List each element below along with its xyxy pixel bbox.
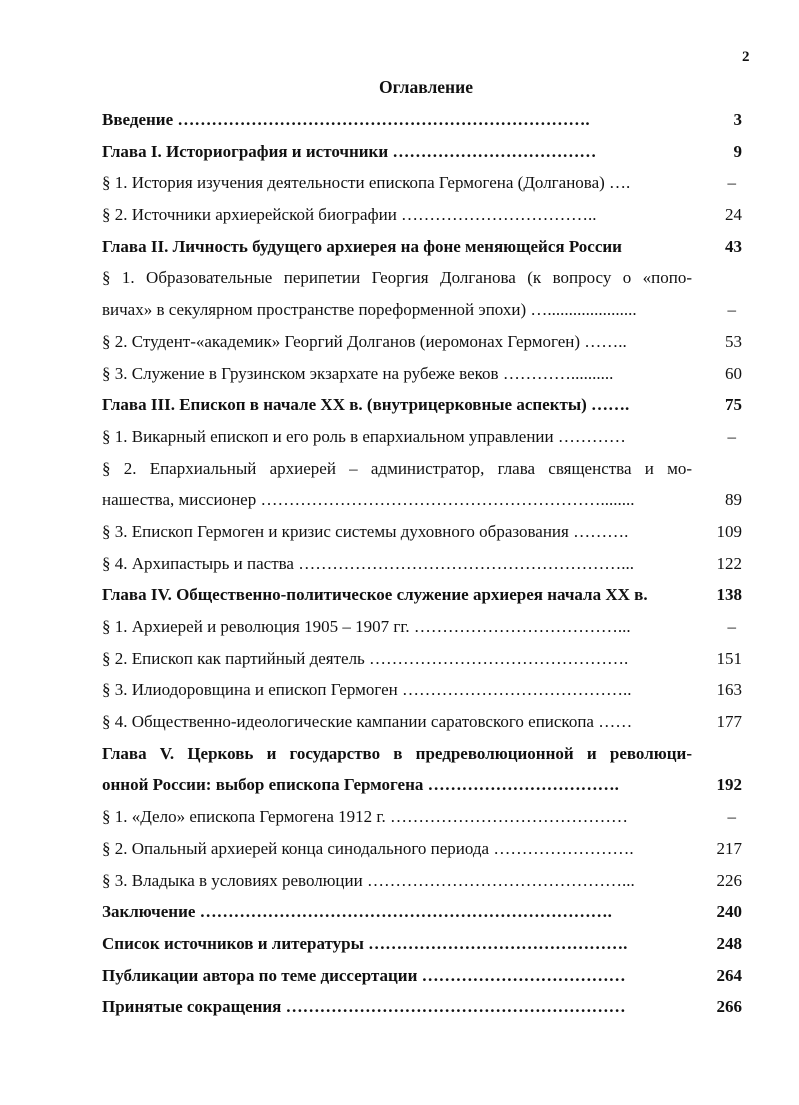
toc-entry-page: 53 [725, 331, 742, 351]
toc-entry-page: 264 [716, 965, 742, 985]
toc-entry-title: § 2. Студент-«академик» Георгий Долганов (иеромонах Гермоген) …….. [102, 331, 627, 351]
toc-entry-page: 163 [716, 680, 742, 700]
toc-entry-title: Глава IV. Общественно-политическое служение архиерея начала ХХ в. [102, 585, 648, 605]
toc-entry-page: – [727, 300, 736, 320]
toc-entry-title: § 1. Архиерей и революция 1905 – 1907 гг. ………………………………... [102, 617, 631, 636]
toc-entry-page: 177 [716, 712, 742, 732]
toc-entry [102, 706, 742, 738]
toc-entry-title: § 1. «Дело» епископа Гермогена 1912 г. …………………………………… [102, 807, 628, 827]
toc-entry [102, 326, 742, 358]
toc-entry-title: § 2. Источники архиерейской биографии …………………………….. [102, 205, 597, 225]
toc-entry-page: – [727, 617, 736, 636]
toc-entry-title: § 4. Архипастырь и паства …………………………………………………... [102, 553, 634, 573]
toc-entry-page: 89 [725, 490, 742, 510]
toc-entry-title: § 3. Владыка в условиях революции ………………………………………... [102, 870, 635, 890]
toc-entry [102, 104, 742, 136]
toc-entry [102, 294, 742, 326]
toc-entry [102, 928, 742, 960]
page-number: 2 [742, 49, 750, 65]
toc-entry [102, 643, 742, 675]
toc-entry-title: § 1. История изучения деятельности епископа Гермогена (Долганова) …. [102, 173, 631, 193]
toc-entry [102, 991, 742, 1023]
toc-entry [102, 453, 742, 485]
toc-entry-title: онной России: выбор епископа Гермогена ……………………………. [102, 775, 619, 795]
toc-entry-title: § 1. Викарный епископ и его роль в епархиальном управлении ………… [102, 426, 626, 446]
toc-entry [102, 674, 742, 706]
toc-entry [102, 516, 742, 548]
toc-entry-title: § 3. Илиодоровщина и епископ Гермоген ………………………………….. [102, 680, 632, 700]
toc-entry-title: § 2. Епархиальный архиерей – администратор, глава священства и мо- [102, 458, 692, 478]
toc-entry-title: Глава I. Историография и источники ……………………………… [102, 141, 597, 161]
toc-entry-page: 3 [733, 110, 742, 129]
toc-entry [102, 801, 742, 833]
toc-entry-page: 266 [716, 997, 742, 1017]
toc-entry-title: Введение ………………………………………………………………. [102, 110, 590, 129]
toc-entry [102, 358, 742, 390]
toc-entry [102, 896, 742, 928]
toc-entry-page: 138 [716, 585, 742, 605]
toc-entry-title: § 1. Образовательные перипетии Георгия Долганова (к вопросу о «попо- [102, 268, 692, 288]
toc-entry-page: – [727, 173, 736, 193]
toc-entry-title: Заключение ………………………………………………………………. [102, 902, 612, 922]
toc-entry-page: – [727, 426, 736, 446]
toc-entry-title: нашества, миссионер ……………………………………………………........ [102, 490, 635, 510]
toc-entry [102, 548, 742, 580]
toc-entry-page: 122 [716, 553, 742, 573]
toc-entry-page: – [727, 807, 736, 827]
toc-entry-title: вичах» в секулярном пространстве пореформенной эпохи) …..................... [102, 300, 637, 320]
toc-entry [102, 484, 742, 516]
toc-entry-page: 240 [716, 902, 742, 922]
toc-entry-page: 151 [716, 648, 742, 668]
toc-entry-page: 43 [725, 236, 742, 256]
toc-entry [102, 262, 742, 294]
toc-entry [102, 579, 742, 611]
toc-entry-title: Публикации автора по теме диссертации ……………………………… [102, 965, 626, 985]
toc-entry-page: 75 [725, 395, 742, 415]
toc-entry [102, 167, 742, 199]
toc-entry-page: 109 [716, 521, 742, 541]
toc-entry-title: Принятые сокращения …………………………………………………… [102, 997, 626, 1017]
page-title: Оглавление [379, 77, 473, 97]
toc-entry-title: Список источников и литературы ………………………………………. [102, 933, 628, 953]
toc-entry-title: § 2. Епископ как партийный деятель ………………………………………. [102, 648, 629, 668]
toc-entry-page: 9 [733, 141, 742, 161]
toc-entry-title: § 4. Общественно-идеологические кампании саратовского епископа …… [102, 712, 633, 732]
toc-entry-title: Глава II. Личность будущего архиерея на фоне меняющейся России [102, 236, 622, 256]
toc-entry-title: § 3. Епископ Гермоген и кризис системы духовного образования ………. [102, 521, 629, 541]
toc-entry [102, 611, 742, 643]
toc-entry-page: 60 [725, 363, 742, 383]
toc-entry-title: § 2. Опальный архиерей конца синодального периода ……………………. [102, 838, 634, 858]
toc-entry [102, 136, 742, 168]
toc-entry-page: 24 [725, 205, 742, 225]
toc-entry-title: Глава III. Епископ в начале ХХ в. (внутрицерковные аспекты) ……. [102, 395, 630, 415]
table-of-contents [102, 104, 742, 1023]
toc-entry-page: 248 [716, 933, 742, 953]
toc-entry [102, 199, 742, 231]
toc-entry [102, 865, 742, 897]
toc-entry [102, 738, 742, 770]
toc-entry-page: 192 [716, 775, 742, 795]
toc-entry-title: § 3. Служение в Грузинском экзархате на рубеже веков ………….......... [102, 363, 614, 383]
toc-entry-page: 226 [716, 870, 742, 890]
toc-entry [102, 960, 742, 992]
toc-entry [102, 833, 742, 865]
toc-entry [102, 769, 742, 801]
toc-entry-title: Глава V. Церковь и государство в предреволюционной и революци- [102, 743, 692, 763]
toc-entry [102, 231, 742, 263]
toc-entry [102, 421, 742, 453]
toc-entry [102, 389, 742, 421]
toc-entry-page: 217 [716, 838, 742, 858]
